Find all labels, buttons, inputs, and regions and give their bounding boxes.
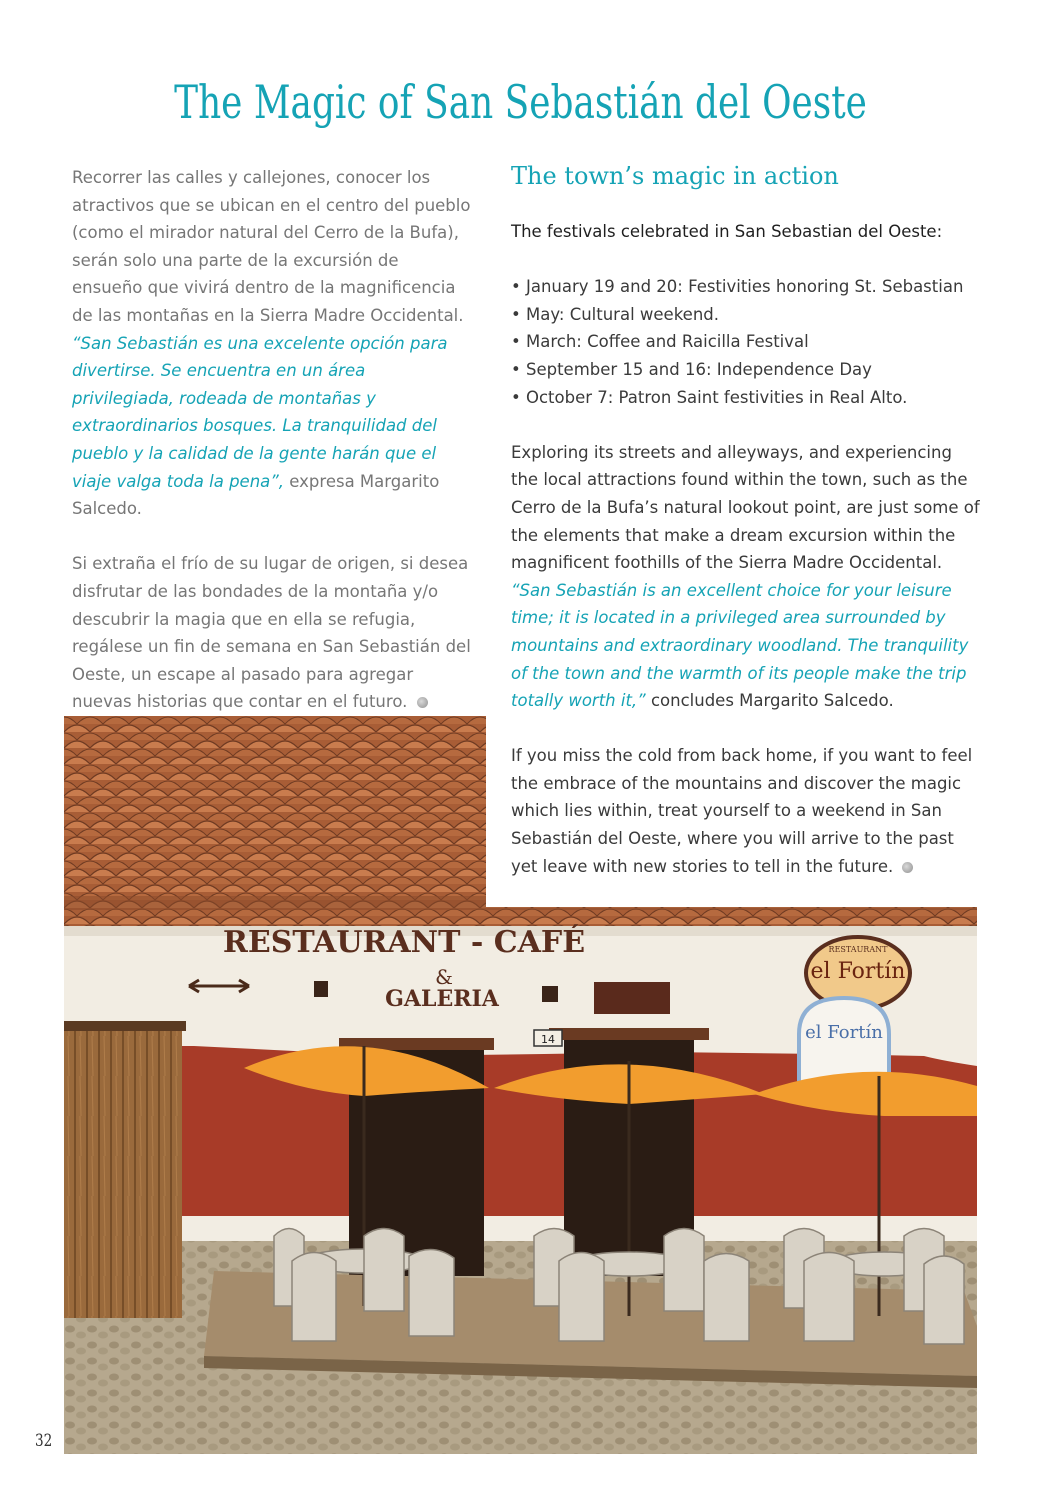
spanish-paragraph-2 bbox=[72, 550, 472, 716]
end-mark-icon bbox=[417, 697, 428, 708]
patio-chair bbox=[292, 1253, 336, 1342]
wooden-door bbox=[64, 1028, 182, 1318]
english-p1-text: Exploring its streets and alleyways, and experiencing the local attractions found within the town, such as the Cerro de la Bufa’s natural lookout point, are just some of the elements that make a dream excursion within the magnificent foothills of the Sierra Madre Occidental. bbox=[511, 442, 980, 573]
patio-chair bbox=[924, 1256, 964, 1344]
page-number: 32 bbox=[35, 1431, 53, 1451]
spanish-p1-tail: expresa Margarito Salcedo. bbox=[72, 471, 440, 519]
sign-ampersand: & bbox=[435, 965, 453, 989]
arch-sign-name: el Fortín bbox=[805, 1022, 883, 1043]
oval-sign-name: el Fortín bbox=[810, 959, 906, 984]
patio-chair bbox=[804, 1253, 854, 1342]
patio-chair bbox=[704, 1254, 749, 1342]
english-quote: “San Sebastián is an excellent choice for your leisure time; it is located in a privileged area surrounded by mountains and extraordinary woodland. The tranquility of the town and the warmth of its people make the trip totally worth it,” bbox=[511, 580, 969, 711]
festival-list bbox=[511, 273, 981, 411]
wall-plaque bbox=[594, 982, 670, 1014]
list-item: • March: Coffee and Raicilla Festival bbox=[511, 332, 809, 352]
wall-lamp bbox=[314, 981, 328, 997]
spanish-p2-text: Si extraña el frío de su lugar de origen, si desea disfrutar de las bondades de la montaña y/o descubrir la magia que en ella se refugia, regálese un fin de semana en San Sebastián del Oeste, un escape al pasado para agregar nuevas historias que contar en el futuro. bbox=[72, 554, 471, 712]
section-subheading: The town’s magic in action bbox=[511, 162, 839, 190]
galeria-sign-text: GALERIA bbox=[385, 986, 499, 1012]
oval-sign-small-text: RESTAURANT bbox=[828, 945, 888, 954]
list-item: • May: Cultural weekend. bbox=[511, 304, 719, 324]
festivals-intro: The festivals celebrated in San Sebastian del Oeste: bbox=[511, 222, 943, 241]
patio-chair bbox=[559, 1253, 604, 1342]
spanish-quote: “San Sebastián es una excelente opción para divertirse. Se encuentra en un área privilegiada, rodeada de montañas y extraordinarios bosques. La tranquilidad del pueblo y la calidad de la gente harán que el viaje valga toda la pena”, bbox=[72, 333, 448, 491]
page-title: The Magic of San Sebastián del Oeste bbox=[174, 75, 867, 129]
door-number: 14 bbox=[541, 1033, 555, 1046]
english-paragraph-2 bbox=[511, 742, 981, 880]
english-paragraph-1 bbox=[511, 439, 981, 715]
restaurant-sign-text: RESTAURANT - CAFÉ bbox=[222, 925, 586, 960]
list-item: • October 7: Patron Saint festivities in Real Alto. bbox=[511, 387, 908, 407]
spanish-column bbox=[72, 164, 472, 743]
spanish-paragraph-1 bbox=[72, 164, 472, 523]
wall-lamp bbox=[542, 986, 558, 1002]
end-mark-icon bbox=[902, 862, 913, 873]
patio-chair bbox=[664, 1229, 704, 1312]
spanish-p1-text: Recorrer las calles y callejones, conocer los atractivos que se ubican en el centro del pueblo (como el mirador natural del Cerro de la Bufa), serán solo una parte de la excursión de ensueño que vivirá dentro de la magnificencia de las montañas en la Sierra Madre Occidental. bbox=[72, 168, 471, 325]
list-item: • January 19 and 20: Festivities honoring St. Sebastian bbox=[511, 277, 964, 297]
english-p2-text: If you miss the cold from back home, if you want to feel the embrace of the mountains and discover the magic which lies within, treat yourself to a weekend in San Sebastián del Oeste, where you will arrive to the past yet leave with new stories to tell in the future. bbox=[511, 746, 973, 876]
list-item: • September 15 and 16: Independence Day bbox=[511, 359, 872, 379]
patio-chair bbox=[409, 1249, 454, 1336]
english-column bbox=[511, 160, 981, 908]
patio-chair bbox=[364, 1229, 404, 1312]
english-p1-tail: concludes Margarito Salcedo. bbox=[645, 691, 894, 711]
